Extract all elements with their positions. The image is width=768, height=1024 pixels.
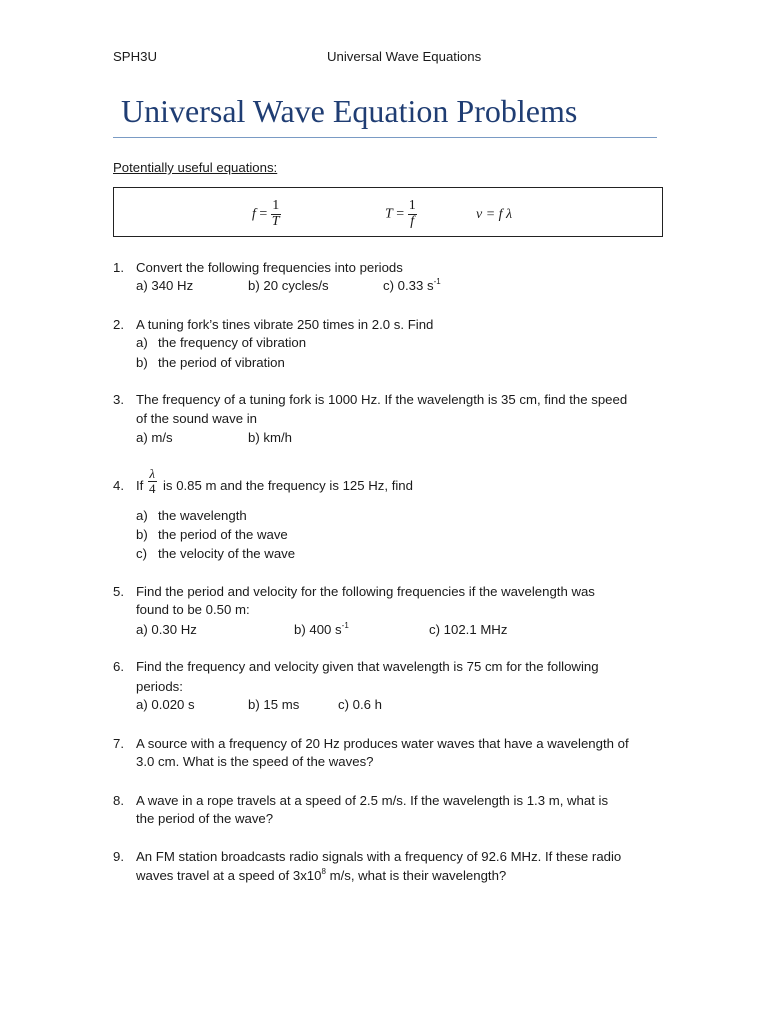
q8-number: 8. — [113, 793, 124, 808]
q2-sub-b-text: the period of vibration — [158, 355, 285, 370]
q3-text-line2: of the sound wave in — [136, 411, 257, 426]
q6-text-line1: Find the frequency and velocity given that wavelength is 75 cm for the following — [136, 659, 599, 674]
q8-text-line2: the period of the wave? — [136, 811, 274, 826]
page-title: Universal Wave Equation Problems — [121, 93, 578, 129]
q2-sub-b-label: b) — [136, 355, 148, 370]
header-topic: Universal Wave Equations — [327, 49, 482, 64]
q3-option-b: b) km/h — [248, 430, 292, 445]
q6-number: 6. — [113, 659, 124, 674]
q5-option-a: a) 0.30 Hz — [136, 622, 197, 637]
q5-option-c: c) 102.1 MHz — [429, 622, 508, 637]
title-divider — [113, 137, 657, 138]
q4-sub-b-text: the period of the wave — [158, 527, 288, 542]
q4-number: 4. — [113, 478, 124, 493]
equation-period: T = $\frac{1}{f}$ — [385, 198, 416, 229]
q9-number: 9. — [113, 849, 124, 864]
q1-option-a: a) 340 Hz — [136, 278, 194, 293]
q4-fraction-numerator: λ — [149, 466, 156, 481]
q9-text-line2: waves travel at a speed of $3x10^8$ m/s, what is their wavelength? — [136, 867, 507, 883]
q6-text-line2: periods: — [136, 679, 183, 694]
eq2-denominator: f — [410, 213, 415, 229]
q2-sub-a-label: a) — [136, 335, 148, 350]
eq1-lhs: f — [252, 206, 256, 222]
equation-velocity: v = f λ — [476, 207, 513, 222]
q6-option-b: b) 15 ms — [248, 697, 300, 712]
q2-number: 2. — [113, 317, 124, 332]
eq1-denominator: T — [271, 213, 280, 229]
header-course-code: SPH3U — [113, 49, 157, 64]
equations-box — [113, 187, 663, 237]
eq2-numerator: 1 — [408, 198, 416, 213]
equations-label: Potentially useful equations: — [113, 160, 278, 175]
q4-sub-b-label: b) — [136, 527, 148, 542]
q4-fraction — [148, 467, 157, 495]
q9-text-line1: An FM station broadcasts radio signals with a frequency of 92.6 MHz. If these radio — [136, 849, 622, 864]
q5-text-line2: found to be 0.50 m: — [136, 602, 250, 617]
q1-option-b: b) 20 cycles/s — [248, 278, 329, 293]
q6-option-a: a) 0.020 s — [136, 697, 195, 712]
q4-sub-a-label: a) — [136, 508, 148, 523]
q4-prefix: If — [136, 478, 144, 493]
q1-option-c: c) 0.33 $s^{-1}$ — [383, 277, 441, 293]
eq2-lhs: T — [385, 206, 393, 222]
q4-sub-a-text: the wavelength — [158, 508, 247, 523]
q2-text: A tuning fork’s tines vibrate 250 times in 2.0 s. Find — [136, 317, 434, 332]
q3-number: 3. — [113, 392, 124, 407]
q7-number: 7. — [113, 736, 124, 751]
q1-number: 1. — [113, 260, 124, 275]
q1-text: Convert the following frequencies into periods — [136, 260, 403, 275]
q2-sub-a-text: the frequency of vibration — [158, 335, 307, 350]
q5-number: 5. — [113, 584, 124, 599]
q8-text-line1: A wave in a rope travels at a speed of 2.5 m/s. If the wavelength is 1.3 m, what is — [136, 793, 609, 808]
q6-option-c: c) 0.6 h — [338, 697, 382, 712]
q5-option-b: b) 400 $s^{-1}$ — [294, 621, 349, 637]
q4-sub-c-label: c) — [136, 546, 147, 561]
q4-text: is 0.85 m and the frequency is 125 Hz, find — [163, 478, 413, 493]
q7-text-line2: 3.0 cm. What is the speed of the waves? — [136, 754, 374, 769]
eq1-numerator: 1 — [272, 198, 280, 213]
equation-frequency: f = $\frac{1}{T}$ — [252, 198, 280, 229]
q5-text-line1: Find the period and velocity for the following frequencies if the wavelength was — [136, 584, 595, 599]
q3-option-a: a) m/s — [136, 430, 173, 445]
q3-text-line1: The frequency of a tuning fork is 1000 Hz. If the wavelength is 35 cm, find the speed — [136, 392, 628, 407]
q7-text-line1: A source with a frequency of 20 Hz produces water waves that have a wavelength of — [136, 736, 629, 751]
q4-fraction-denominator: 4 — [149, 480, 156, 496]
q4-sub-c-text: the velocity of the wave — [158, 546, 296, 561]
